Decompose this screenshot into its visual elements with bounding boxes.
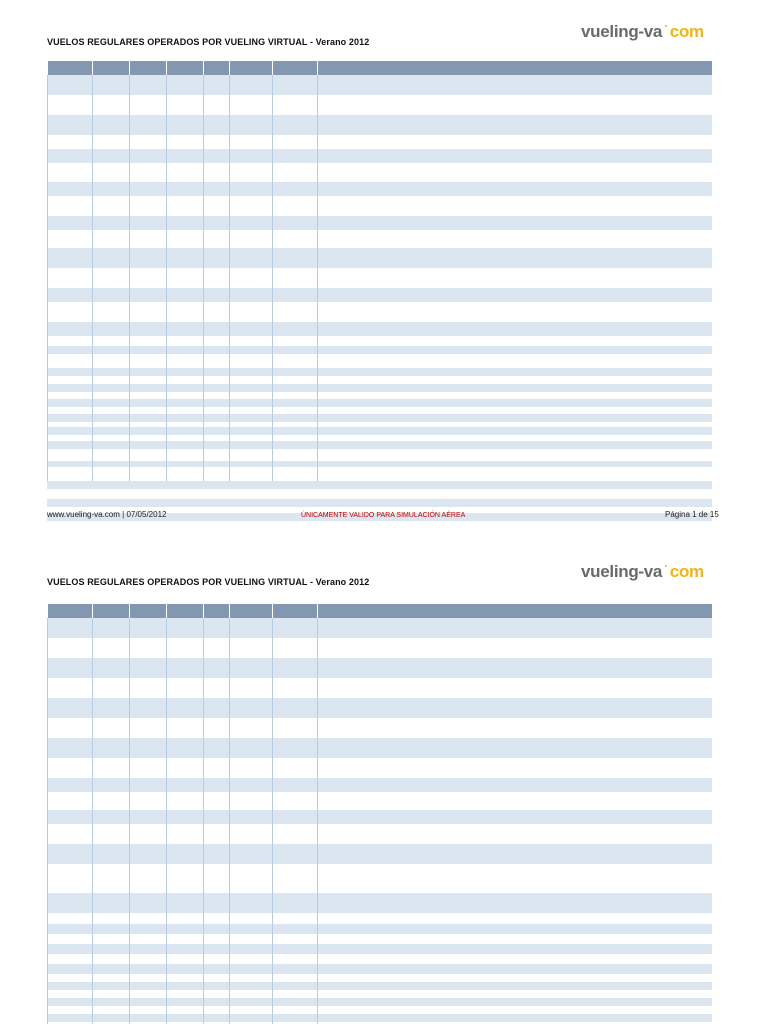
- vueling-va-logo: [581, 19, 704, 42]
- column-divider: [203, 61, 204, 481]
- table-row: [47, 944, 712, 954]
- table-row: [47, 149, 712, 163]
- column-divider: [129, 61, 130, 481]
- table-row: [47, 998, 712, 1006]
- header-divider: [229, 61, 230, 75]
- header-divider: [129, 604, 130, 618]
- logo-dot: ·: [664, 19, 668, 33]
- column-divider: [166, 61, 167, 481]
- header-divider: [272, 61, 273, 75]
- table-row: [47, 248, 712, 268]
- document-page-2: [0, 540, 768, 1024]
- table-row: [47, 982, 712, 990]
- table-row: [47, 384, 712, 392]
- logo-text-com: com: [669, 562, 704, 581]
- header-divider: [129, 61, 130, 75]
- page-title: VUELOS REGULARES OPERADOS POR VUELING VIRTUAL - Verano 2012: [47, 37, 370, 47]
- column-divider: [92, 604, 93, 1024]
- table-row: [47, 399, 712, 407]
- column-divider: [317, 604, 318, 1024]
- table-row: [47, 698, 712, 718]
- table-row: [47, 481, 712, 489]
- table-row: [47, 499, 712, 507]
- table-header-row: [47, 61, 712, 75]
- header-divider: [272, 604, 273, 618]
- header-divider: [203, 604, 204, 618]
- table-row: [47, 1014, 712, 1022]
- column-divider: [229, 604, 230, 1024]
- column-divider: [47, 604, 48, 1024]
- table-row: [47, 461, 712, 467]
- header-divider: [317, 604, 318, 618]
- header-divider: [203, 61, 204, 75]
- table-row: [47, 844, 712, 864]
- column-divider: [229, 61, 230, 481]
- logo-text-com: com: [669, 22, 704, 41]
- table-row: [47, 810, 712, 824]
- column-divider: [92, 61, 93, 481]
- column-divider: [166, 604, 167, 1024]
- vueling-va-logo: [581, 559, 704, 582]
- table-row: [47, 964, 712, 974]
- header-divider: [166, 604, 167, 618]
- table-row: [47, 288, 712, 302]
- column-divider: [317, 61, 318, 481]
- table-row: [47, 322, 712, 336]
- flights-table: [47, 61, 712, 481]
- table-row: [47, 427, 712, 435]
- table-row: [47, 368, 712, 376]
- table-row: [47, 924, 712, 934]
- header-divider: [92, 604, 93, 618]
- header-divider: [92, 61, 93, 75]
- flights-table: [47, 604, 712, 1024]
- column-divider: [272, 61, 273, 481]
- page-title: VUELOS REGULARES OPERADOS POR VUELING VIRTUAL - Verano 2012: [47, 577, 370, 587]
- column-divider: [272, 604, 273, 1024]
- logo-text: vueling-va: [581, 562, 663, 581]
- table-row: [47, 658, 712, 678]
- header-divider: [166, 61, 167, 75]
- logo-dot: ·: [664, 559, 668, 573]
- footer-website-date: www.vueling-va.com | 07/05/2012: [47, 510, 167, 519]
- footer-notice: ÚNICAMENTE VALIDO PARA SIMULACIÓN AÉREA: [301, 512, 466, 519]
- table-row: [47, 182, 712, 196]
- header-divider: [47, 61, 48, 75]
- header-divider: [317, 61, 318, 75]
- table-row: [47, 346, 712, 354]
- table-row: [47, 75, 712, 95]
- column-divider: [203, 604, 204, 1024]
- column-divider: [47, 61, 48, 481]
- table-row: [47, 893, 712, 913]
- table-row: [47, 618, 712, 638]
- table-row: [47, 115, 712, 135]
- table-header-row: [47, 604, 712, 618]
- footer-page-number: Página 1 de 15: [665, 510, 719, 519]
- table-row: [47, 216, 712, 230]
- header-divider: [229, 604, 230, 618]
- table-row: [47, 778, 712, 792]
- table-row: [47, 738, 712, 758]
- header-divider: [47, 604, 48, 618]
- table-row: [47, 441, 712, 449]
- table-row: [47, 414, 712, 422]
- logo-text: vueling-va: [581, 22, 663, 41]
- column-divider: [129, 604, 130, 1024]
